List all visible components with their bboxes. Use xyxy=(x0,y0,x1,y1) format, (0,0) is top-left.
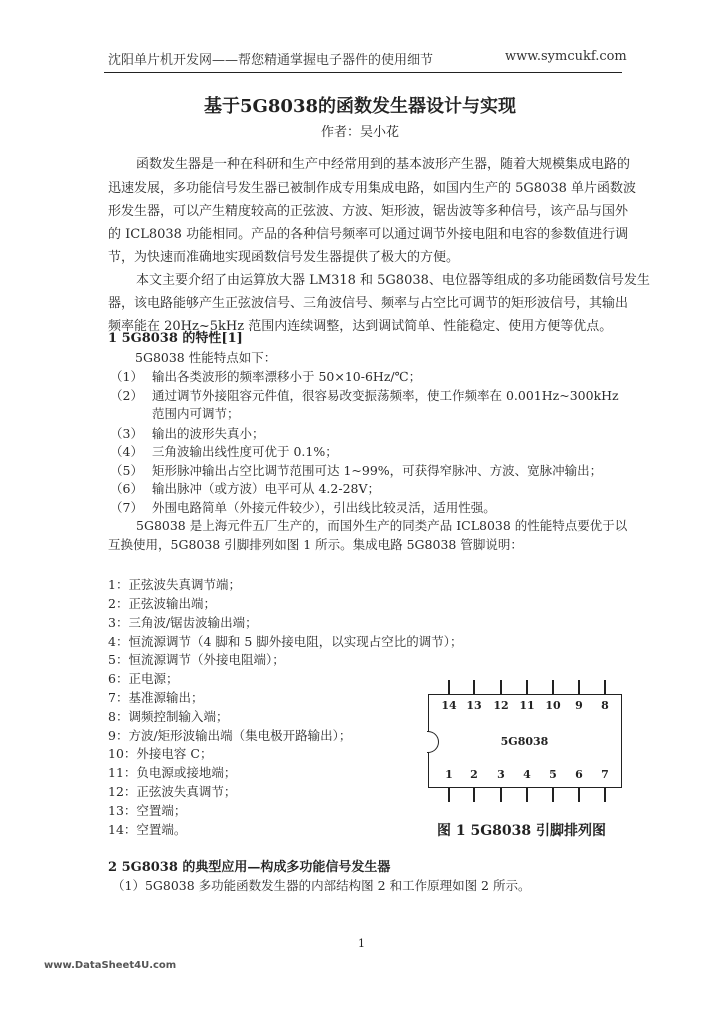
feature-text: 输出脉冲（或方波）电平可从 4.2-28V； xyxy=(152,481,381,496)
pin-leg xyxy=(552,680,554,694)
closing-line: 互换使用，5G8038 引脚排列如图 1 所示。集成电路 5G8038 管脚说明： xyxy=(108,537,523,552)
pin-leg xyxy=(578,788,580,802)
pin-number: 6 xyxy=(575,768,583,781)
section-1-heading: 1 5G8038 的特性[1] xyxy=(108,331,243,346)
pin-description: 3：三角波/锯齿波输出端； xyxy=(108,615,258,630)
pin-leg xyxy=(500,788,502,802)
page-number: 1 xyxy=(358,937,365,950)
pin-leg xyxy=(500,680,502,694)
pin-description: 7：基准源输出； xyxy=(108,690,204,705)
pin-number: 3 xyxy=(497,768,505,781)
pin-number: 5 xyxy=(549,768,557,781)
pin-leg xyxy=(604,788,606,802)
document-title: 基于5G8038的函数发生器设计与实现 xyxy=(204,96,516,117)
section-2-text: （1）5G8038 多功能函数发生器的内部结构图 2 和工作原理如图 2 所示。 xyxy=(112,878,531,893)
section-2-heading: 2 5G8038 的典型应用—构成多功能信号发生器 xyxy=(108,860,391,875)
watermark: www.DataSheet4U.com xyxy=(44,960,177,971)
pin-description: 4：恒流源调节（4 脚和 5 脚外接电阻，以实现占空比的调节）； xyxy=(108,634,463,649)
feature-text: 外围电路简单（外接元件较少），引出线比较灵活，适用性强。 xyxy=(152,500,496,515)
pin-leg xyxy=(604,680,606,694)
feature-number: （2） xyxy=(110,388,143,403)
pin-description: 9：方波/矩形波输出端（集电极开路输出）； xyxy=(108,728,352,743)
pin-leg xyxy=(448,680,450,694)
feature-number: （1） xyxy=(110,369,143,384)
intro-line: 本文主要介绍了由运算放大器 LM318 和 5G8038、电位器等组成的多功能函数信号发生 xyxy=(136,273,650,288)
pin-number: 14 xyxy=(441,699,457,712)
pin-number: 10 xyxy=(545,699,561,712)
pin-leg xyxy=(526,680,528,694)
pin-number: 11 xyxy=(519,699,535,712)
feature-number: （4） xyxy=(110,444,143,459)
pin-number: 13 xyxy=(466,699,482,712)
feature-number: （7） xyxy=(110,500,143,515)
pin-leg xyxy=(552,788,554,802)
pin-description: 13：空置端； xyxy=(108,803,187,818)
pin-leg xyxy=(473,788,475,802)
closing-line: 5G8038 是上海元件五厂生产的，而国外生产的同类产品 ICL8038 的性能特点要优于以 xyxy=(136,518,628,533)
pin-number: 4 xyxy=(523,768,531,781)
feature-number: （5） xyxy=(110,463,143,478)
pin-leg xyxy=(473,680,475,694)
pin-description: 2：正弦波输出端； xyxy=(108,596,216,611)
author: 作者：吴小花 xyxy=(320,125,399,140)
feature-text: 矩形脉冲输出占空比调节范围可达 1~99%，可获得窄脉冲、方波、宽脉冲输出； xyxy=(152,463,603,478)
header-url[interactable]: www.symcukf.com xyxy=(505,49,627,64)
intro-line: 迅速发展，多功能信号发生器已被制作成专用集成电路，如国内生产的 5G8038 单片函数波 xyxy=(108,181,637,196)
pin-number: 12 xyxy=(493,699,509,712)
feature-text: 输出的波形失真小； xyxy=(152,426,265,441)
header-rule xyxy=(104,72,622,73)
intro-line: 函数发生器是一种在科研和生产中经常用到的基本波形产生器，随着大规模集成电路的 xyxy=(136,157,631,172)
figure-caption: 图 1 5G8038 引脚排列图 xyxy=(437,823,607,839)
feature-number: （6） xyxy=(110,481,143,496)
intro-line: 形发生器，可以产生精度较高的正弦波、方波、矩形波，锯齿波等多种信号，该产品与国外 xyxy=(108,204,629,219)
pin-description: 10：外接电容 C； xyxy=(108,746,213,761)
pin-leg xyxy=(448,788,450,802)
pin-number: 8 xyxy=(601,699,609,712)
pin-description: 11：负电源或接地端； xyxy=(108,765,237,780)
pin-description: 1：正弦波失真调节端； xyxy=(108,577,241,592)
pin-leg xyxy=(526,788,528,802)
section-1-lead: 5G8038 性能特点如下： xyxy=(135,350,277,365)
intro-line: 频率能在 20Hz~5kHz 范围内连续调整，达到调试简单、性能稳定、使用方便等优点。 xyxy=(108,319,613,334)
pin-number: 2 xyxy=(470,768,478,781)
intro-line: 的 ICL8038 功能相同。产品的各种信号频率可以通过调节外接电阻和电容的参数值进行调 xyxy=(108,227,629,242)
intro-line: 节，为快速而准确地实现函数信号发生器提供了极大的方便。 xyxy=(108,250,460,265)
intro-line: 器，该电路能够产生正弦波信号、三角波信号、频率与占空比可调节的矩形波信号，其输出 xyxy=(108,296,629,311)
feature-text: 通过调节外接阻容元件值，很容易改变振荡频率，使工作频率在 0.001Hz~300kHz xyxy=(152,388,619,403)
pin-description: 14：空置端。 xyxy=(108,822,187,837)
pin-description: 6：正电源； xyxy=(108,671,179,686)
feature-text: 三角波输出线性度可优于 0.1%； xyxy=(152,444,338,459)
pin-description: 12：正弦波失真调节； xyxy=(108,784,237,799)
pin-description: 5：恒流源调节（外接电阻端）； xyxy=(108,652,285,667)
header-site-name: 沈阳单片机开发网——帮您精通掌握电子器件的使用细节 xyxy=(108,53,434,68)
pin-leg xyxy=(578,680,580,694)
pin-description: 8：调频控制输入端； xyxy=(108,709,229,724)
chip-label: 5G8038 xyxy=(500,735,549,748)
feature-number: （3） xyxy=(110,426,143,441)
pin-number: 7 xyxy=(601,768,609,781)
feature-text: 范围内可调节； xyxy=(152,406,240,421)
pin-number: 1 xyxy=(445,768,453,781)
feature-text: 输出各类波形的频率漂移小于 50×10-6Hz/℃； xyxy=(152,369,422,384)
pin-number: 9 xyxy=(575,699,583,712)
